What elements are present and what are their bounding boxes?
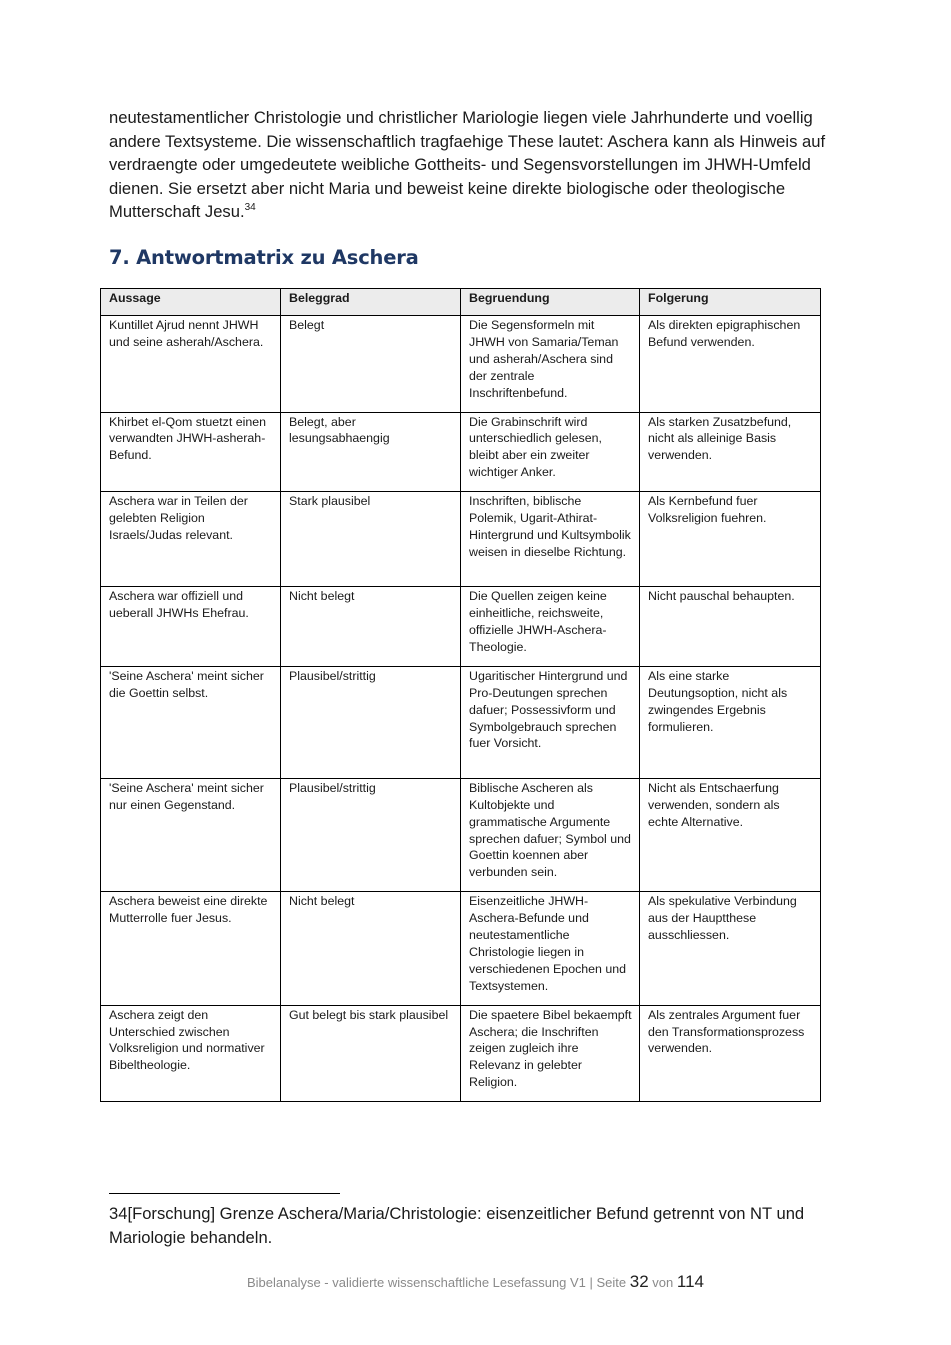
- cell-begruendung: Die Segensformeln mit JHWH von Samaria/Teman und asherah/Aschera sind der zentrale Inschriftenbefund.: [461, 316, 640, 413]
- cell-folgerung: Als starken Zusatzbefund, nicht als alleinige Basis verwenden.: [640, 412, 821, 492]
- intro-paragraph: [109, 106, 849, 224]
- header-begruendung: Begruendung: [461, 289, 640, 316]
- cell-aussage: Aschera war offiziell und ueberall JHWHs Ehefrau.: [101, 587, 281, 667]
- footer-label: Bibelanalyse - validierte wissenschaftliche Lesefassung V1 | Seite: [246, 1275, 627, 1290]
- cell-aussage: Kuntillet Ajrud nennt JHWH und seine asherah/Aschera.: [101, 316, 281, 413]
- cell-begruendung: Eisenzeitliche JHWH-Aschera-Befunde und neutestamentliche Christologie liegen in verschiedenen Epochen und Textsystemen.: [461, 892, 640, 1005]
- cell-folgerung: Nicht pauschal behaupten.: [640, 587, 821, 667]
- header-aussage: Aussage: [101, 289, 281, 316]
- cell-folgerung: Als spekulative Verbindung aus der Hauptthese ausschliessen.: [640, 892, 821, 1005]
- cell-aussage: Aschera zeigt den Unterschied zwischen Volksreligion und normativer Bibeltheologie.: [101, 1005, 281, 1102]
- page-footer: [0, 1272, 951, 1292]
- cell-beleggrad: Plausibel/strittig: [281, 778, 461, 891]
- footnote-text: 34[Forschung] Grenze Aschera/Maria/Christologie: eisenzeitlicher Befund getrennt von NT und Mariologie behandeln.: [109, 1204, 805, 1247]
- table-row: [101, 666, 821, 778]
- cell-folgerung: Als direkten epigraphischen Befund verwenden.: [640, 316, 821, 413]
- table-row: [101, 492, 821, 587]
- header-folgerung: Folgerung: [640, 289, 821, 316]
- cell-folgerung: Als Kernbefund fuer Volksreligion fuehren.: [640, 492, 821, 587]
- cell-folgerung: Als zentrales Argument fuer den Transformationsprozess verwenden.: [640, 1005, 821, 1102]
- header-beleggrad: Beleggrad: [281, 289, 461, 316]
- table-row: [101, 316, 821, 413]
- cell-folgerung: Nicht als Entschaerfung verwenden, sondern als echte Alternative.: [640, 778, 821, 891]
- cell-begruendung: Biblische Ascheren als Kultobjekte und grammatische Argumente sprechen dafuer; Symbol und Goettin koennen aber verbunden sein.: [461, 778, 640, 891]
- section-heading: 7. Antwortmatrix zu Aschera: [109, 246, 419, 269]
- cell-aussage: Aschera beweist eine direkte Mutterrolle fuer Jesus.: [101, 892, 281, 1005]
- footnote-reference[interactable]: 34: [244, 202, 256, 213]
- intro-text: neutestamentlicher Christologie und christlicher Mariologie liegen viele Jahrhunderte und voellig andere Textsysteme. Die wissenschaftlich tragfaehige These lautet: Aschera kann als Hinweis auf verdraengte oder umgedeutete weibliche Gottheits- und Segensvorstellungen im JHWH-Umfeld dienen. Sie ersetzt aber nicht Maria und beweist keine direkte biologische oder theologische Mutterschaft Jesu.: [109, 108, 826, 221]
- footnote-separator: [109, 1193, 340, 1194]
- page-total: 114: [676, 1272, 704, 1291]
- cell-beleggrad: Belegt, aber lesungsabhaengig: [281, 412, 461, 492]
- table-row: [101, 1005, 821, 1102]
- table-row: [101, 412, 821, 492]
- table-header-row: [101, 289, 821, 316]
- cell-aussage: Khirbet el-Qom stuetzt einen verwandten JHWH-asherah-Befund.: [101, 412, 281, 492]
- cell-begruendung: Die spaetere Bibel bekaempft Aschera; die Inschriften zeigen zugleich ihre Relevanz in gelebter Religion.: [461, 1005, 640, 1102]
- table-row: [101, 587, 821, 667]
- cell-beleggrad: Plausibel/strittig: [281, 666, 461, 778]
- cell-begruendung: Inschriften, biblische Polemik, Ugarit-Athirat-Hintergrund und Kultsymbolik weisen in dieselbe Richtung.: [461, 492, 640, 587]
- cell-folgerung: Als eine starke Deutungsoption, nicht als zwingendes Ergebnis formulieren.: [640, 666, 821, 778]
- cell-begruendung: Ugaritischer Hintergrund und Pro-Deutungen sprechen dafuer; Possessivform und Symbolgebrauch sprechen fuer Vorsicht.: [461, 666, 640, 778]
- page-number: 32: [629, 1272, 649, 1291]
- cell-aussage: 'Seine Aschera' meint sicher nur einen Gegenstand.: [101, 778, 281, 891]
- answer-matrix-table: [100, 288, 821, 1102]
- cell-beleggrad: Stark plausibel: [281, 492, 461, 587]
- cell-begruendung: Die Grabinschrift wird unterschiedlich gelesen, bleibt aber ein zweiter wichtiger Anker.: [461, 412, 640, 492]
- table-row: [101, 892, 821, 1005]
- cell-beleggrad: Belegt: [281, 316, 461, 413]
- cell-aussage: Aschera war in Teilen der gelebten Religion Israels/Judas relevant.: [101, 492, 281, 587]
- cell-begruendung: Die Quellen zeigen keine einheitliche, reichsweite, offizielle JHWH-Aschera-Theologie.: [461, 587, 640, 667]
- cell-beleggrad: Gut belegt bis stark plausibel: [281, 1005, 461, 1102]
- cell-beleggrad: Nicht belegt: [281, 892, 461, 1005]
- cell-aussage: 'Seine Aschera' meint sicher die Goettin selbst.: [101, 666, 281, 778]
- page-of-label: von: [652, 1275, 674, 1290]
- table-row: [101, 778, 821, 891]
- cell-beleggrad: Nicht belegt: [281, 587, 461, 667]
